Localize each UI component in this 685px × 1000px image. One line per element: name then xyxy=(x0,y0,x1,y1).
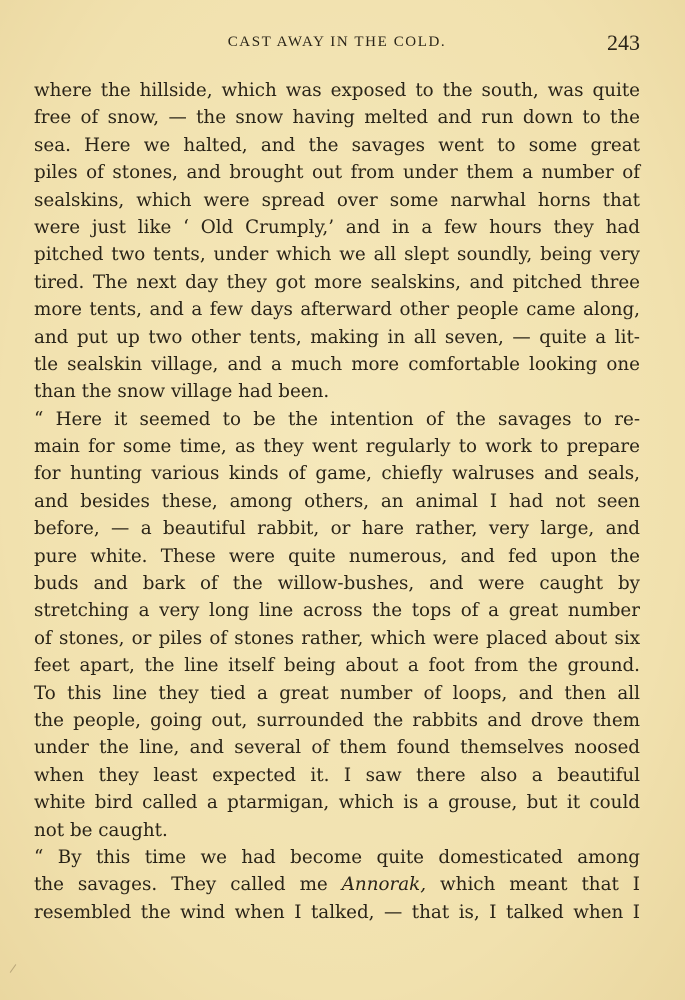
text-line: piles of stones, and brought out from under them a number of xyxy=(34,162,640,184)
text-line: and besides these, among others, an animal I had not seen xyxy=(34,490,640,512)
text-segment: which meant that I xyxy=(440,874,641,896)
text-line: sea. Here we halted, and the savages went to some great xyxy=(34,134,640,156)
text-line: free of snow, — the snow having melted and run down to the xyxy=(34,107,640,129)
text-line: pitched two tents, under which we all slept soundly, being very xyxy=(34,244,640,266)
text-line: buds and bark of the willow-bushes, and were caught by xyxy=(34,573,640,595)
text-line: under the line, and several of them found themselves noosed xyxy=(34,737,640,759)
text-line: more tents, and a few days afterward other people came along, xyxy=(34,299,640,321)
text-line: where the hillside, which was exposed to the south, was quite xyxy=(34,80,640,101)
text-line: white bird called a ptarmigan, which is a grouse, but it could xyxy=(34,792,640,814)
page-number: 243 xyxy=(607,30,640,55)
text-line: tle sealskin village, and a much more comfortable looking one xyxy=(34,353,640,375)
text-line-with-italic xyxy=(34,871,640,898)
running-head xyxy=(34,30,640,56)
text-line: To this line they tied a great number of loops, and then all xyxy=(34,682,640,704)
text-line: not be caught. xyxy=(34,819,168,841)
text-segment: the savages. They called me xyxy=(34,874,328,896)
paper-mark xyxy=(10,964,17,973)
text-line: “ Here it seemed to be the intention of the savages to re- xyxy=(34,408,640,430)
text-line: when they least expected it. I saw there also a beautiful xyxy=(34,764,640,786)
text-line: pure white. These were quite numerous, and fed upon the xyxy=(34,545,640,567)
text-line: feet apart, the line itself being about a foot from the ground. xyxy=(34,655,640,677)
text-line: the people, going out, surrounded the rabbits and drove them xyxy=(34,709,640,731)
text-line: “ By this time we had become quite domesticated among xyxy=(34,846,640,868)
text-line: main for some time, as they went regularly to work to prepare xyxy=(34,436,640,458)
text-line: for hunting various kinds of game, chiefly walruses and seals, xyxy=(34,463,640,485)
text-line: of stones, or piles of stones rather, which were placed about six xyxy=(34,627,640,649)
text-line: tired. The next day they got more sealskins, and pitched three xyxy=(34,271,640,293)
text-line: before, — a beautiful rabbit, or hare rather, very large, and xyxy=(34,518,640,540)
text-line: and put up two other tents, making in all seven, — quite a lit- xyxy=(34,326,640,348)
text-line: stretching a very long line across the tops of a great number xyxy=(34,600,640,622)
text-line: were just like ‘ Old Crumply,’ and in a few hours they had xyxy=(34,216,640,238)
running-title: CAST AWAY IN THE COLD. xyxy=(227,34,447,50)
text-line: resembled the wind when I talked, — that is, I talked when I xyxy=(34,901,640,923)
body-text xyxy=(34,77,640,926)
italic-name: Annorak, xyxy=(341,874,427,896)
text-line: sealskins, which were spread over some narwhal horns that xyxy=(34,189,640,211)
text-line: than the snow village had been. xyxy=(34,381,330,403)
